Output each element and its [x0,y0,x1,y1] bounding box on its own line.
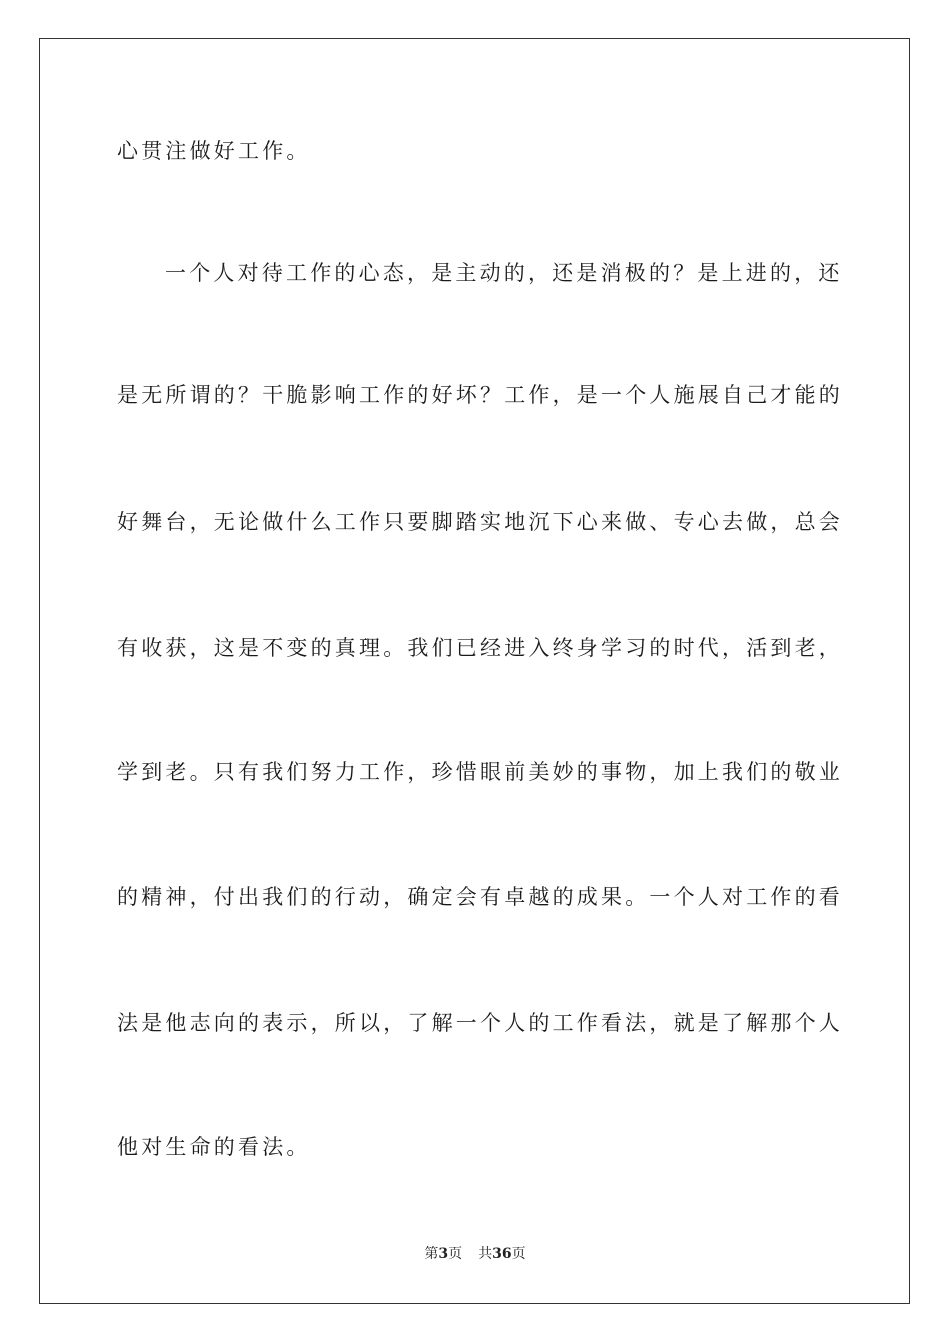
footer-total-prefix: 共 [478,1246,493,1262]
paragraph-line-3: 是无所谓的？干脆影响工作的好坏？工作，是一个人施展自己才能的 [117,383,843,407]
paragraph-line-6: 学到老。只有我们努力工作，珍惜眼前美妙的事物，加上我们的敬业 [117,760,843,784]
page-border [39,38,910,1304]
paragraph-line-5: 有收获，这是不变的真理。我们已经进入终身学习的时代，活到老， [117,636,843,660]
footer-page-suffix: 页 [448,1246,463,1262]
page-footer [0,1245,950,1263]
footer-page-total: 36 [492,1246,512,1262]
footer-page-prefix: 第 [424,1246,439,1262]
footer-page-current: 3 [438,1246,449,1262]
paragraph-line-9: 他对生命的看法。 [117,1135,311,1159]
paragraph-line-8: 法是他志向的表示，所以，了解一个人的工作看法，就是了解那个人 [117,1011,843,1035]
paragraph-line-4: 好舞台，无论做什么工作只要脚踏实地沉下心来做、专心去做，总会 [117,510,843,534]
paragraph-line-1: 心贯注做好工作。 [117,139,311,163]
paragraph-line-2: 一个人对待工作的心态，是主动的，还是消极的？是上进的，还 [165,261,843,285]
paragraph-line-7: 的精神，付出我们的行动，确定会有卓越的成果。一个人对工作的看 [117,885,843,909]
footer-total-suffix: 页 [511,1246,526,1262]
